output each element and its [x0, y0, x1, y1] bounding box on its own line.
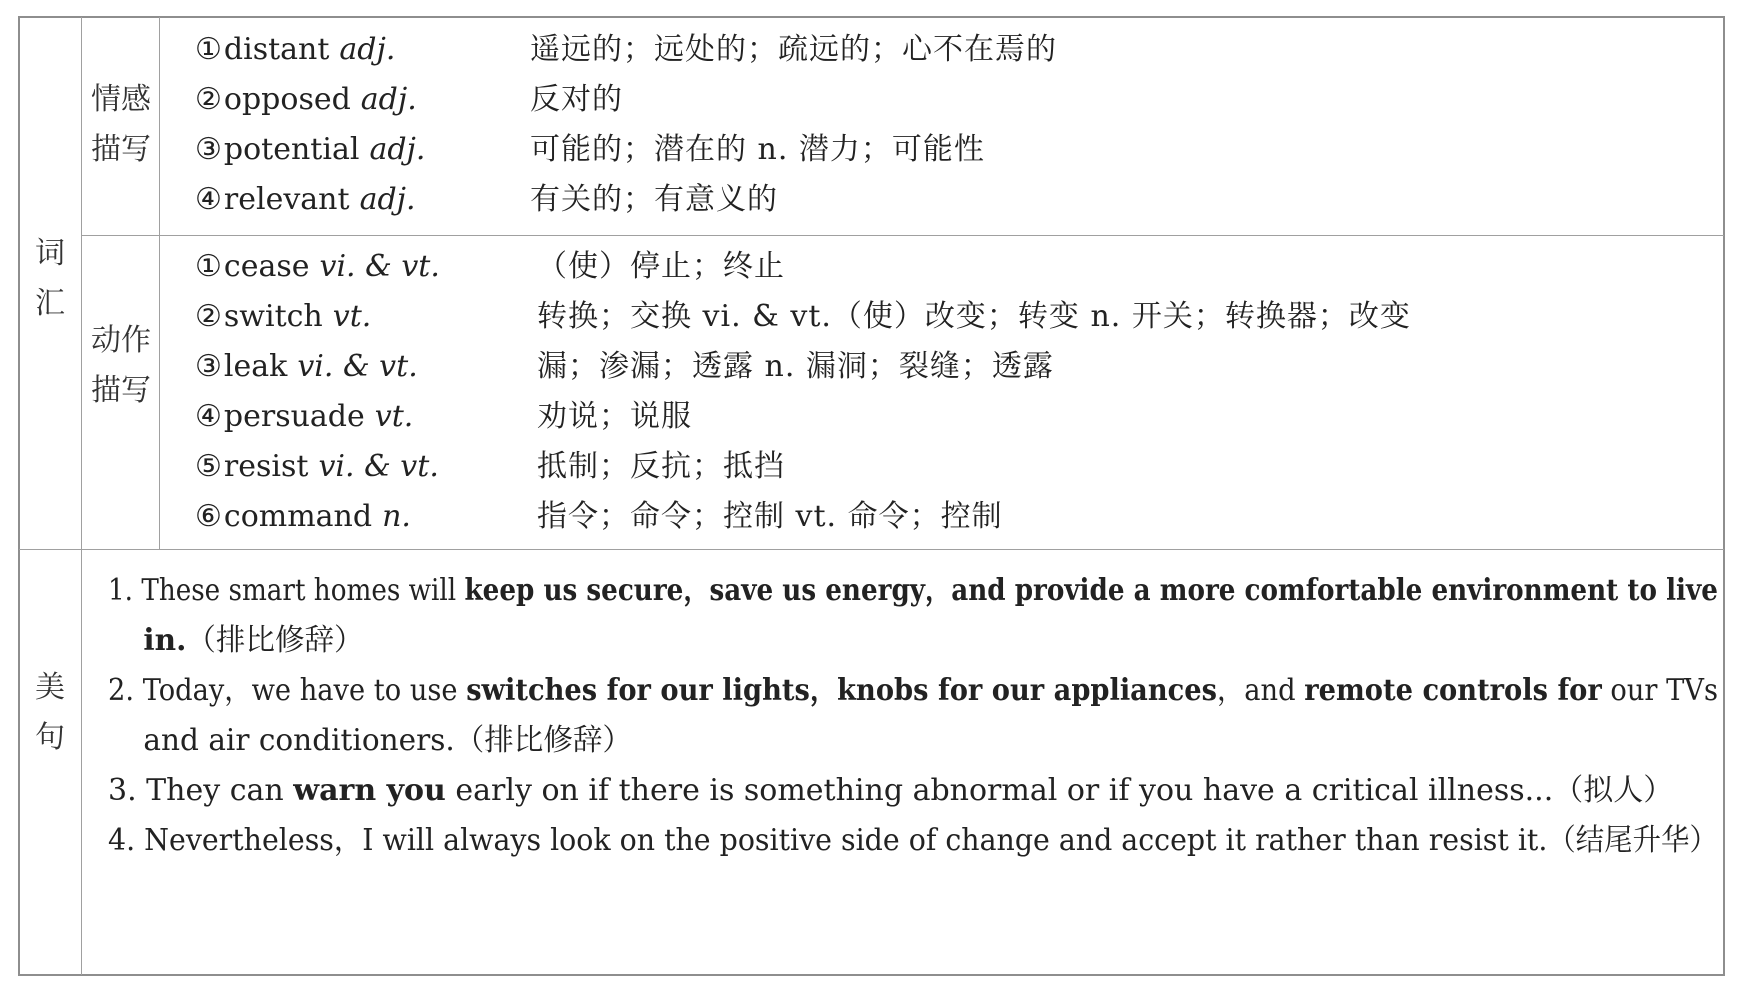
- word: cease: [223, 249, 310, 284]
- meaning: （使）停止；终止: [537, 249, 785, 284]
- section-divider: [19, 549, 1724, 550]
- sentence-line: [108, 713, 1718, 768]
- vocab-term: [195, 339, 418, 395]
- word: persuade: [223, 399, 365, 434]
- word: resist: [223, 449, 309, 484]
- sentence-text: （排比修辞）: [186, 623, 364, 658]
- part-of-speech: adj.: [339, 32, 396, 67]
- sentence-text: early on if there is something abnormal or if you have a critical illness...（拟人）: [445, 773, 1674, 808]
- item-number: ⑥: [195, 499, 222, 534]
- part-of-speech: vi. & vt.: [319, 249, 440, 284]
- vocab-category-char-1: 词: [35, 236, 65, 271]
- vocab-term: [195, 239, 440, 295]
- group-label-action: [78, 313, 164, 419]
- vocab-category-label: [20, 226, 80, 332]
- item-number: ④: [195, 399, 222, 434]
- meaning: 有关的；有意义的: [530, 182, 778, 217]
- sentence-highlight: switches for our lights，knobs for our appliances: [466, 673, 1218, 708]
- word: potential: [223, 132, 360, 167]
- sentence-highlight: in.: [143, 623, 187, 658]
- item-number: ①: [195, 32, 222, 67]
- group-label-line: 情感: [91, 82, 151, 117]
- vocab-term: [195, 439, 439, 495]
- meaning: 反对的: [530, 82, 623, 117]
- part-of-speech: n.: [382, 499, 411, 534]
- sentence-highlight: keep us secure，save us energy，and provide a more comfortable environment to live: [464, 573, 1718, 608]
- sentence-highlight: remote controls for: [1304, 673, 1602, 708]
- sentence-text: our TVs: [1601, 673, 1718, 708]
- part-of-speech: adj.: [369, 132, 426, 167]
- meaning: 指令；命令；控制 vt. 命令；控制: [537, 499, 1003, 534]
- item-number: ②: [195, 82, 222, 117]
- group-divider: [82, 235, 1724, 236]
- meaning: 遥远的；远处的；疏远的；心不在焉的: [530, 32, 1057, 67]
- vocab-category-char-2: 汇: [35, 286, 65, 321]
- word: relevant: [223, 182, 350, 217]
- sentence-text: ，and: [1217, 673, 1305, 708]
- part-of-speech: adj.: [359, 182, 416, 217]
- part-of-speech: vi. & vt.: [297, 349, 418, 384]
- vocab-term: [195, 389, 413, 445]
- group-label-emotion: [78, 72, 164, 178]
- item-number: ⑤: [195, 449, 222, 484]
- sentences-category-char-2: 句: [35, 720, 65, 755]
- item-number: ②: [195, 299, 222, 334]
- part-of-speech: vi. & vt.: [318, 449, 439, 484]
- sentences-category-char-1: 美: [35, 670, 65, 705]
- sentence-line: [108, 813, 1718, 868]
- word: distant: [223, 32, 330, 67]
- sentence-text: 4. Nevertheless，I will always look on the positive side of change and accept it rather than resist it.（结尾升华）: [108, 823, 1718, 858]
- item-number: ①: [195, 249, 222, 284]
- vocab-term: [195, 122, 425, 178]
- meaning: 抵制；反抗；抵挡: [537, 449, 785, 484]
- part-of-speech: adj.: [360, 82, 417, 117]
- word: leak: [223, 349, 288, 384]
- item-number: ③: [195, 349, 222, 384]
- vocab-term: [195, 172, 416, 228]
- group-label-line: 描写: [91, 132, 151, 167]
- word: opposed: [223, 82, 351, 117]
- vocab-term: [195, 22, 395, 78]
- sentence-line: [108, 613, 1718, 668]
- vocab-term: [195, 289, 371, 345]
- sentence-line: [108, 763, 1708, 818]
- meaning: 转换；交换 vi. & vt.（使）改变；转变 n. 开关；转换器；改变: [537, 299, 1411, 334]
- group-label-line: 动作: [91, 323, 151, 358]
- meaning: 漏；渗漏；透露 n. 漏洞；裂缝；透露: [537, 349, 1054, 384]
- meaning: 可能的；潜在的 n. 潜力；可能性: [530, 132, 985, 167]
- word: command: [223, 499, 373, 534]
- item-number: ③: [195, 132, 222, 167]
- word: switch: [223, 299, 323, 334]
- part-of-speech: vt.: [374, 399, 414, 434]
- item-number: ④: [195, 182, 222, 217]
- sentence-text: 2. Today，we have to use: [108, 673, 467, 708]
- meaning: 劝说；说服: [537, 399, 692, 434]
- sentence-text: 1. These smart homes will: [108, 573, 465, 608]
- part-of-speech: vt.: [332, 299, 372, 334]
- sentence-text: and air conditioners.（排比修辞）: [143, 723, 632, 758]
- vocab-term: [195, 72, 417, 128]
- sentence-text: 3. They can: [108, 773, 294, 808]
- sentence-line: [108, 663, 1718, 718]
- vocab-term: [195, 489, 411, 545]
- group-label-line: 描写: [91, 373, 151, 408]
- sentences-category-label: [20, 660, 80, 766]
- sentence-line: [108, 563, 1718, 618]
- sentence-highlight: warn you: [293, 773, 446, 808]
